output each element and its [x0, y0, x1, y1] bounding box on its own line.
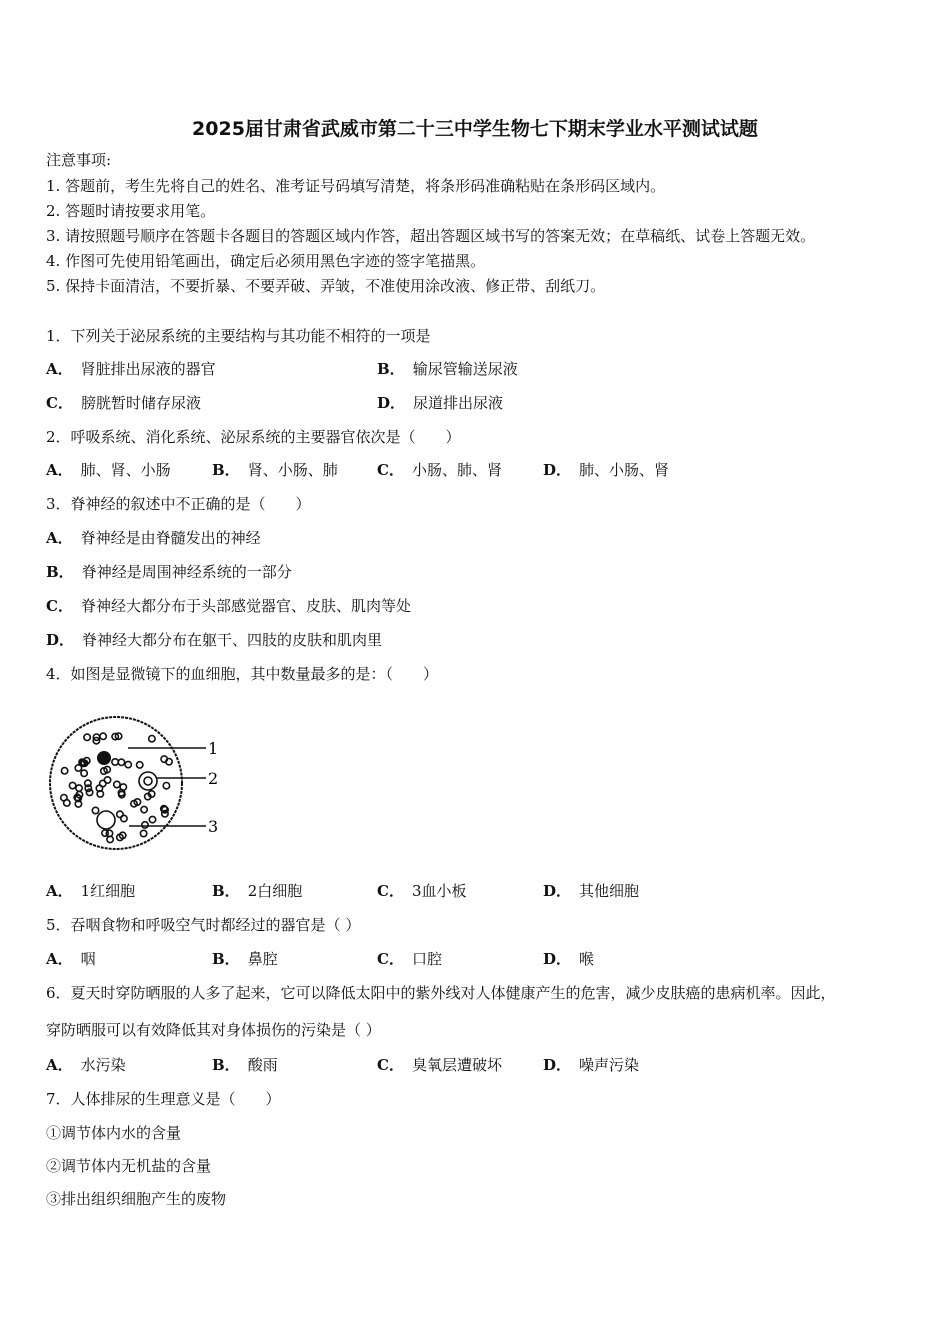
option-text: 噪声污染	[579, 1056, 640, 1074]
option-text: 肾脏排出尿液的器官	[80, 360, 216, 378]
red-blood-cell	[125, 761, 131, 767]
option-letter: A．	[46, 950, 73, 968]
white-blood-cell	[97, 811, 115, 829]
option-text: 2白细胞	[247, 882, 303, 900]
option-letter: D．	[543, 882, 572, 900]
dark-cell	[97, 751, 111, 765]
question-stem: 1．下列关于泌尿系统的主要结构与其功能不相符的一项是	[46, 327, 431, 345]
question-stem: 2．呼吸系统、消化系统、泌尿系统的主要器官依次是（ ）	[46, 428, 461, 446]
white-blood-cell	[139, 772, 157, 790]
red-blood-cell	[137, 762, 143, 768]
option	[46, 630, 382, 650]
question-stem: 6．夏天时穿防晒服的人多了起来，它可以降低太阳中的紫外线对人体健康产生的危害，减少皮肤癌的患病机率。因此，	[46, 984, 836, 1002]
option-letter: C．	[377, 461, 404, 479]
red-blood-cell	[117, 811, 123, 817]
option-text: 水污染	[80, 1056, 126, 1074]
option	[543, 881, 639, 901]
option-letter: A．	[46, 461, 73, 479]
option-text: 膀胱暂时储存尿液	[80, 394, 201, 412]
option	[212, 949, 278, 969]
option	[212, 1055, 278, 1075]
option-text: 小肠、肺、肾	[411, 461, 502, 479]
red-blood-cell	[100, 733, 106, 739]
option-letter: D．	[543, 1056, 572, 1074]
question-stem: 7．人体排尿的生理意义是（ ）	[46, 1090, 281, 1108]
option-text: 喉	[579, 950, 595, 968]
option	[46, 1055, 126, 1075]
option-letter: C．	[377, 1056, 404, 1074]
question-stem: 3．脊神经的叙述中不正确的是（ ）	[46, 495, 311, 513]
red-blood-cell	[100, 780, 106, 786]
statement-item: ①调节体内水的含量	[46, 1124, 182, 1142]
red-blood-cell	[69, 782, 75, 788]
note-item: 5. 保持卡面清洁，不要折暴、不要弄破、弄皱，不准使用涂改液、修正带、刮纸刀。	[46, 277, 606, 295]
blood-cell-figure	[46, 708, 226, 858]
option-text: 3血小板	[411, 882, 467, 900]
red-blood-cell	[118, 759, 124, 765]
option	[212, 881, 302, 901]
red-blood-cell	[112, 759, 118, 765]
option-letter: A．	[46, 360, 73, 378]
option-letter: B．	[212, 950, 240, 968]
option	[377, 359, 518, 379]
option	[46, 949, 96, 969]
option	[543, 1055, 639, 1075]
option-text: 脊神经是由脊髓发出的神经	[80, 529, 261, 547]
option-letter: D．	[377, 394, 406, 412]
red-blood-cell	[114, 781, 120, 787]
option-text: 臭氧层遭破坏	[411, 1056, 502, 1074]
option-letter: B．	[212, 882, 240, 900]
red-blood-cell	[84, 734, 90, 740]
option-letter: D．	[543, 950, 572, 968]
option	[46, 528, 261, 548]
option	[46, 359, 216, 379]
option-letter: B．	[377, 360, 405, 378]
option-letter: C．	[46, 394, 73, 412]
option	[46, 881, 135, 901]
option-text: 1红细胞	[80, 882, 136, 900]
note-item: 4. 作图可先使用铅笔画出，确定后必须用黑色字迹的签字笔描黑。	[46, 252, 486, 270]
option-text: 肺、小肠、肾	[579, 461, 670, 479]
option-text: 脊神经是周围神经系统的一部分	[81, 563, 292, 581]
option-text: 酸雨	[247, 1056, 278, 1074]
red-blood-cell	[163, 783, 169, 789]
option-text: 鼻腔	[247, 950, 278, 968]
question-stem-continued: 穿防晒服可以有效降低其对身体损伤的污染是（ ）	[46, 1021, 381, 1039]
option	[377, 393, 503, 413]
option	[212, 460, 338, 480]
page-title: 2025届甘肃省武威市第二十三中学生物七下期末学业水平测试试题	[192, 118, 758, 140]
option-text: 肺、肾、小肠	[80, 461, 171, 479]
option-text: 输尿管输送尿液	[412, 360, 518, 378]
option-letter: B．	[212, 461, 240, 479]
option	[377, 949, 442, 969]
option-letter: C．	[377, 882, 404, 900]
option-text: 尿道排出尿液	[413, 394, 504, 412]
red-blood-cell	[140, 830, 146, 836]
red-blood-cell	[76, 785, 82, 791]
option	[46, 562, 292, 582]
red-blood-cell	[61, 795, 67, 801]
option-text: 肾、小肠、肺	[247, 461, 338, 479]
option	[543, 949, 594, 969]
option-letter: B．	[212, 1056, 240, 1074]
option-letter: C．	[377, 950, 404, 968]
option-letter: C．	[46, 597, 73, 615]
option	[377, 1055, 502, 1075]
statement-item: ②调节体内无机盐的含量	[46, 1157, 212, 1175]
option-letter: A．	[46, 882, 73, 900]
statement-item: ③排出组织细胞产生的废物	[46, 1190, 227, 1208]
option-letter: A．	[46, 529, 73, 547]
option-text: 咽	[80, 950, 96, 968]
option-letter: B．	[46, 563, 74, 581]
option-letter: A．	[46, 1056, 73, 1074]
red-blood-cell	[92, 807, 98, 813]
question-stem: 5．吞咽食物和呼吸空气时都经过的器官是（ ）	[46, 916, 361, 934]
option	[46, 596, 411, 616]
note-item: 3. 请按照题号顺序在答题卡各题目的答题区域内作答，超出答题区域书写的答案无效；在草稿纸、试卷上答题无效。	[46, 227, 816, 245]
notes-heading: 注意事项:	[46, 151, 112, 169]
red-blood-cell	[142, 822, 148, 828]
red-blood-cell	[149, 736, 155, 742]
question-stem: 4．如图是显微镜下的血细胞，其中数量最多的是：（ ）	[46, 665, 439, 683]
note-item: 2. 答题时请按要求用笔。	[46, 202, 216, 220]
option	[377, 881, 467, 901]
red-blood-cell	[149, 816, 155, 822]
white-cell-nucleus	[144, 777, 152, 785]
red-blood-cell	[81, 770, 87, 776]
option	[377, 460, 502, 480]
option	[46, 393, 201, 413]
red-blood-cell	[86, 789, 92, 795]
option-text: 脊神经大都分布在躯干、四肢的皮肤和肌肉里	[82, 631, 383, 649]
option-text: 脊神经大都分布于头部感觉器官、皮肤、肌肉等处	[80, 597, 411, 615]
note-item: 1. 答题前，考生先将自己的姓名、准考证号码填写清楚，将条形码准确粘贴在条形码区域内。	[46, 177, 666, 195]
option-letter: D．	[46, 631, 75, 649]
figure-label: 3	[208, 817, 219, 836]
option-text: 其他细胞	[579, 882, 640, 900]
figure-label: 2	[208, 769, 219, 788]
figure-label: 1	[208, 739, 219, 758]
option	[46, 460, 171, 480]
option	[543, 460, 669, 480]
option-letter: D．	[543, 461, 572, 479]
red-blood-cell	[61, 768, 67, 774]
red-blood-cell	[141, 806, 147, 812]
option-text: 口腔	[411, 950, 442, 968]
